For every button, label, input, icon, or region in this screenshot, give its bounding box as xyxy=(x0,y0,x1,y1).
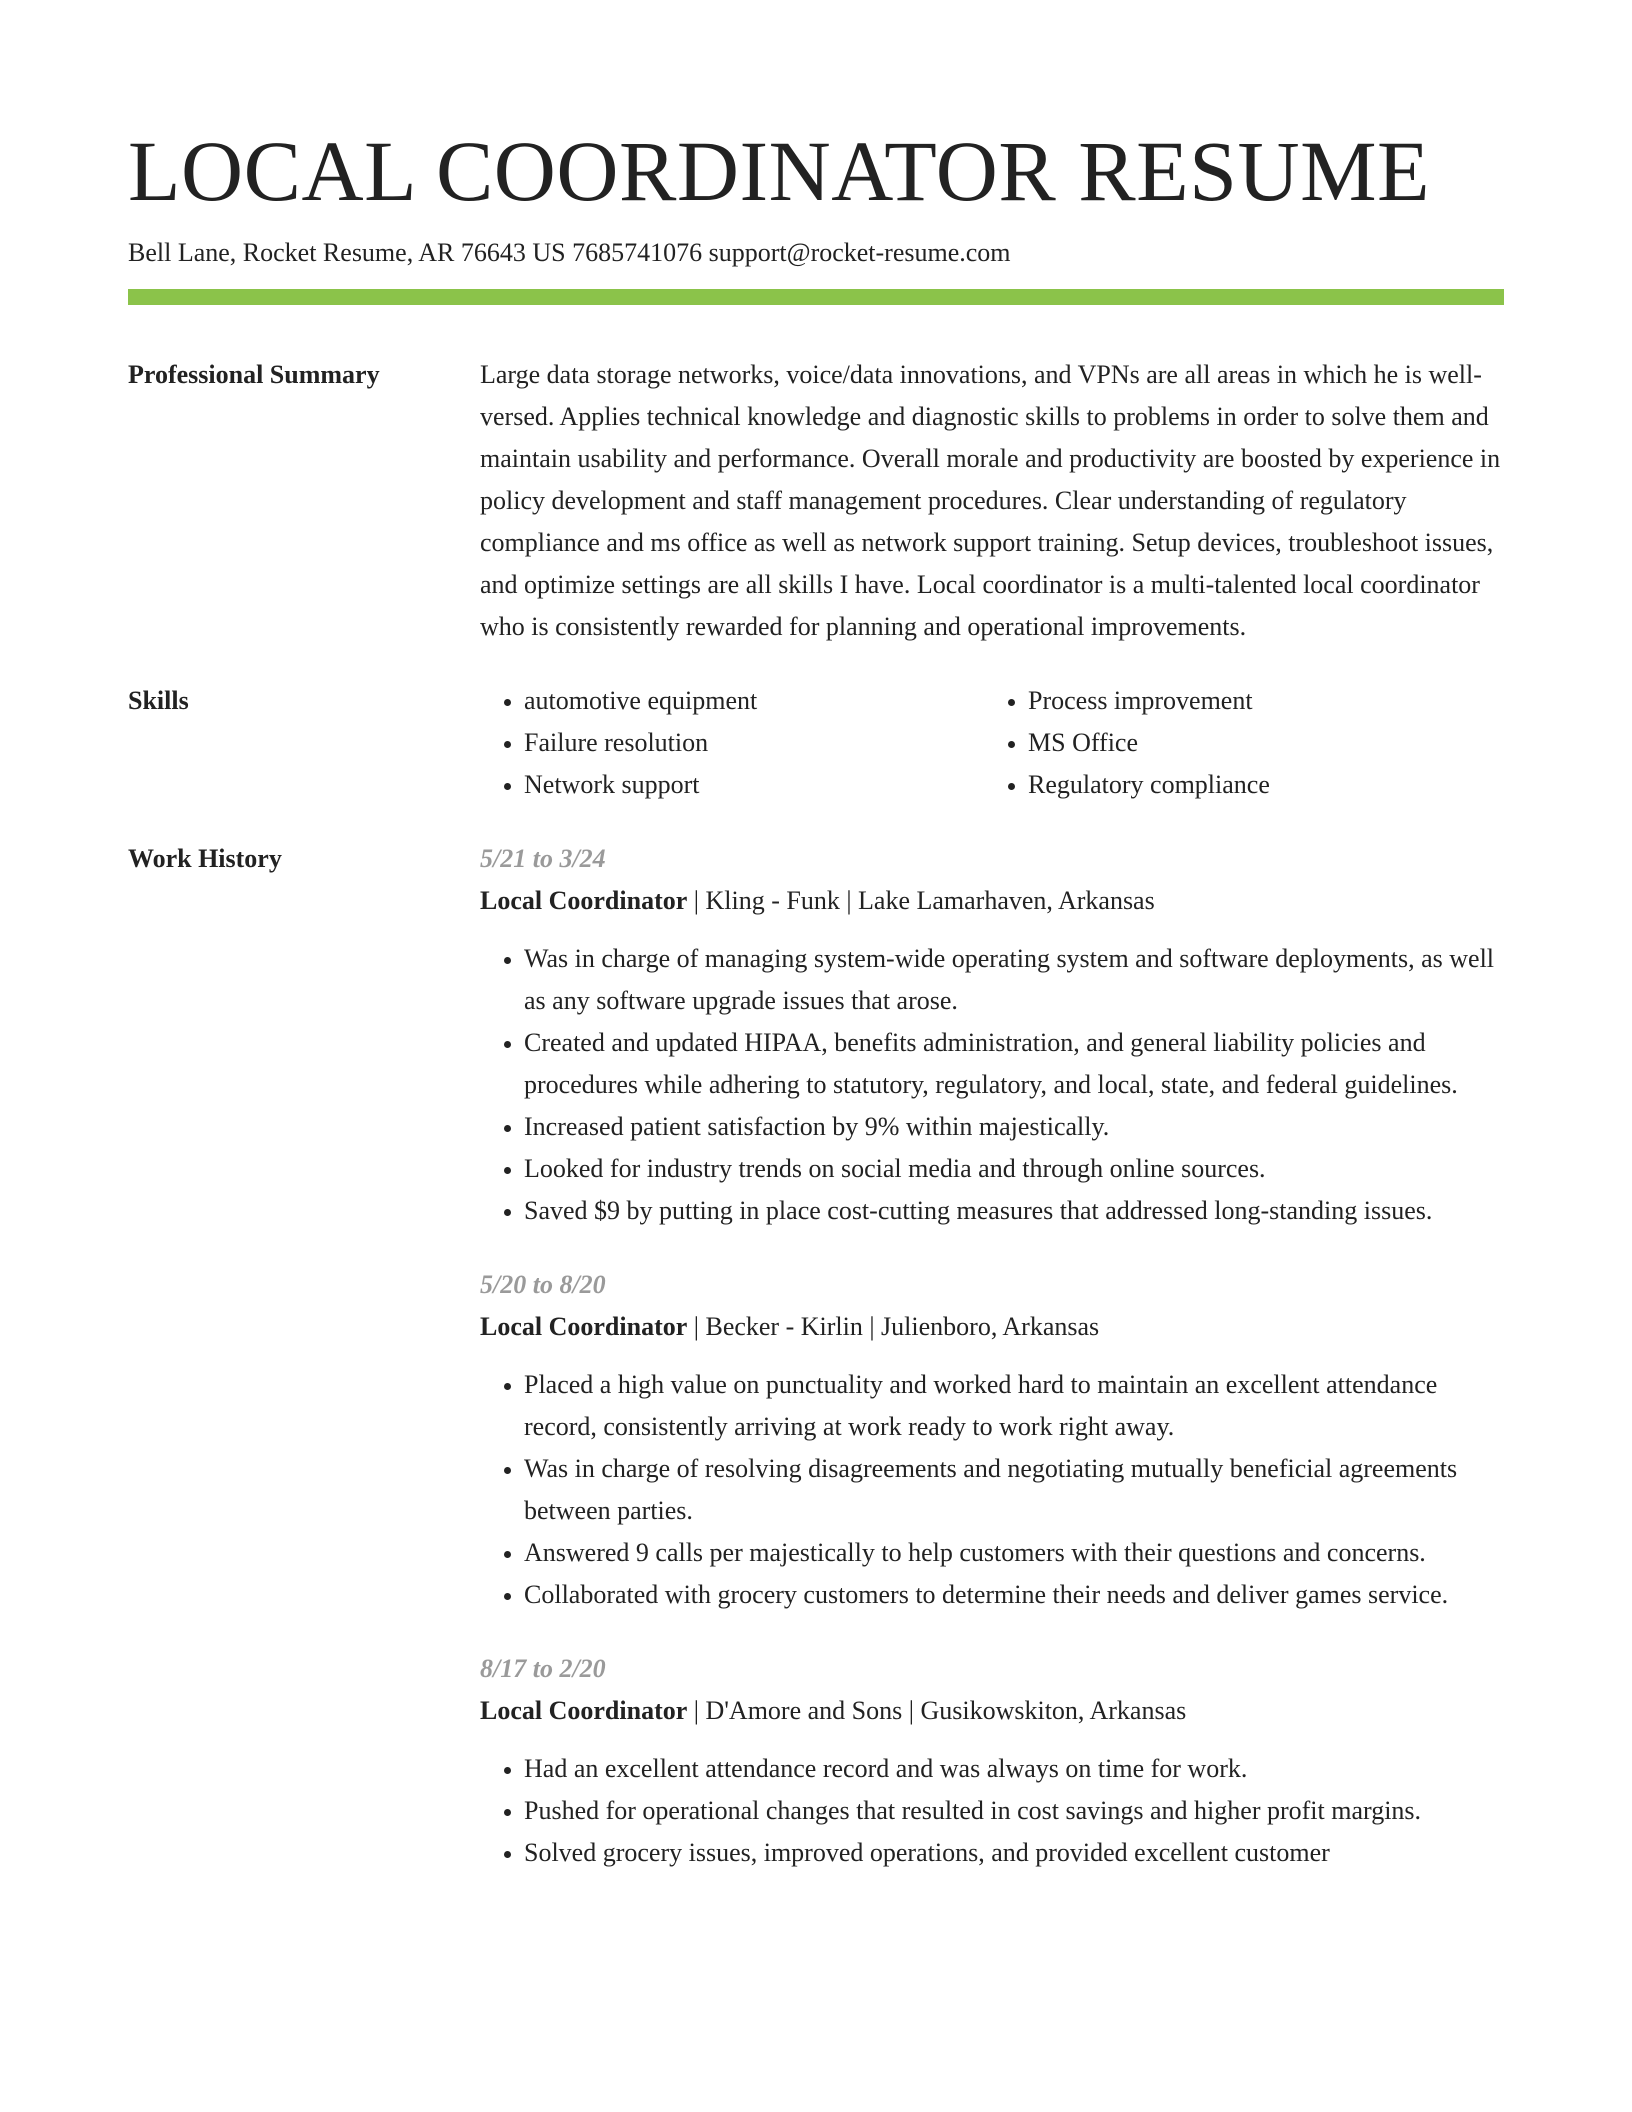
summary-text: Large data storage networks, voice/data innovations, and VPNs are all areas in which he is well-versed. Applies technical knowledge and diagnostic skills to problems in order to solve them and maintain usability and performance. Overall morale and productivity are boosted by experience in policy development and staff management procedures. Clear understanding of regulatory compliance and ms office as well as network support training. Setup devices, troubleshoot issues, and optimize settings are all skills I have. Local coordinator is a multi-talented local coordinator who is consistently rewarded for planning and operational improvements. xyxy=(480,360,1501,641)
skill-item: • Network support xyxy=(524,764,984,806)
job-bullet: • Was in charge of resolving disagreements and negotiating mutually beneficial agreements between parties. xyxy=(524,1448,1504,1532)
job-bullet-list xyxy=(480,1364,1504,1616)
job-heading xyxy=(480,880,1504,922)
summary-section xyxy=(128,354,1504,648)
accent-divider xyxy=(128,289,1504,305)
job-bullet: • Pushed for operational changes that resulted in cost savings and higher profit margins. xyxy=(524,1790,1504,1832)
skill-item: • Process improvement xyxy=(1028,680,1488,722)
section-label-work-history: Work History xyxy=(128,844,282,873)
job-bullet: • Had an excellent attendance record and was always on time for work. xyxy=(524,1748,1504,1790)
job-company-location: | Kling - Funk | Lake Lamarhaven, Arkansas xyxy=(687,886,1155,915)
section-label-summary: Professional Summary xyxy=(128,360,380,389)
work-history-body xyxy=(480,838,1504,1906)
job-heading xyxy=(480,1306,1504,1348)
job-bullet: • Increased patient satisfaction by 9% within majestically. xyxy=(524,1106,1504,1148)
skill-item: • MS Office xyxy=(1028,722,1488,764)
job-company-location: | Becker - Kirlin | Julienboro, Arkansas xyxy=(687,1312,1100,1341)
resume-title: LOCAL COORDINATOR RESUME xyxy=(128,123,1431,219)
job-title: Local Coordinator xyxy=(480,1312,688,1341)
job-entry xyxy=(480,1264,1504,1616)
job-bullet: • Answered 9 calls per majestically to help customers with their questions and concerns. xyxy=(524,1532,1504,1574)
job-bullet-list xyxy=(480,938,1504,1232)
job-bullet: • Collaborated with grocery customers to determine their needs and deliver games service. xyxy=(524,1574,1504,1616)
skills-body xyxy=(480,680,1504,806)
skill-item: • Regulatory compliance xyxy=(1028,764,1488,806)
job-dates: 8/17 to 2/20 xyxy=(480,1654,606,1683)
job-entry xyxy=(480,1648,1504,1874)
job-bullet: • Was in charge of managing system-wide operating system and software deployments, as well as any software upgrade issues that arose. xyxy=(524,938,1504,1022)
skills-grid xyxy=(480,680,1504,806)
work-history-section xyxy=(128,838,1504,1906)
skills-column-right xyxy=(984,680,1488,806)
job-bullet: • Looked for industry trends on social media and through online sources. xyxy=(524,1148,1504,1190)
job-bullet: • Created and updated HIPAA, benefits administration, and general liability policies and procedures while adhering to statutory, regulatory, and local, state, and federal guidelines. xyxy=(524,1022,1504,1106)
job-heading xyxy=(480,1690,1504,1732)
resume-page xyxy=(128,0,1504,1906)
job-bullet: • Saved $9 by putting in place cost-cutting measures that addressed long-standing issues. xyxy=(524,1190,1504,1232)
contact-line: Bell Lane, Rocket Resume, AR 76643 US 7685741076 support@rocket-resume.com xyxy=(128,238,1011,267)
skills-section xyxy=(128,680,1504,806)
job-company-location: | D'Amore and Sons | Gusikowskiton, Arkansas xyxy=(687,1696,1187,1725)
job-dates: 5/21 to 3/24 xyxy=(480,844,606,873)
job-title: Local Coordinator xyxy=(480,1696,688,1725)
job-bullet: • Solved grocery issues, improved operations, and provided excellent customer xyxy=(524,1832,1504,1874)
skill-item: • Failure resolution xyxy=(524,722,984,764)
skills-column-left xyxy=(480,680,984,806)
job-entry xyxy=(480,838,1504,1232)
job-dates: 5/20 to 8/20 xyxy=(480,1270,606,1299)
section-label-skills: Skills xyxy=(128,686,189,715)
summary-body xyxy=(480,354,1504,648)
job-title: Local Coordinator xyxy=(480,886,688,915)
job-bullet-list xyxy=(480,1748,1504,1874)
job-bullet: • Placed a high value on punctuality and worked hard to maintain an excellent attendance record, consistently arriving at work ready to work right away. xyxy=(524,1364,1504,1448)
skill-item: • automotive equipment xyxy=(524,680,984,722)
